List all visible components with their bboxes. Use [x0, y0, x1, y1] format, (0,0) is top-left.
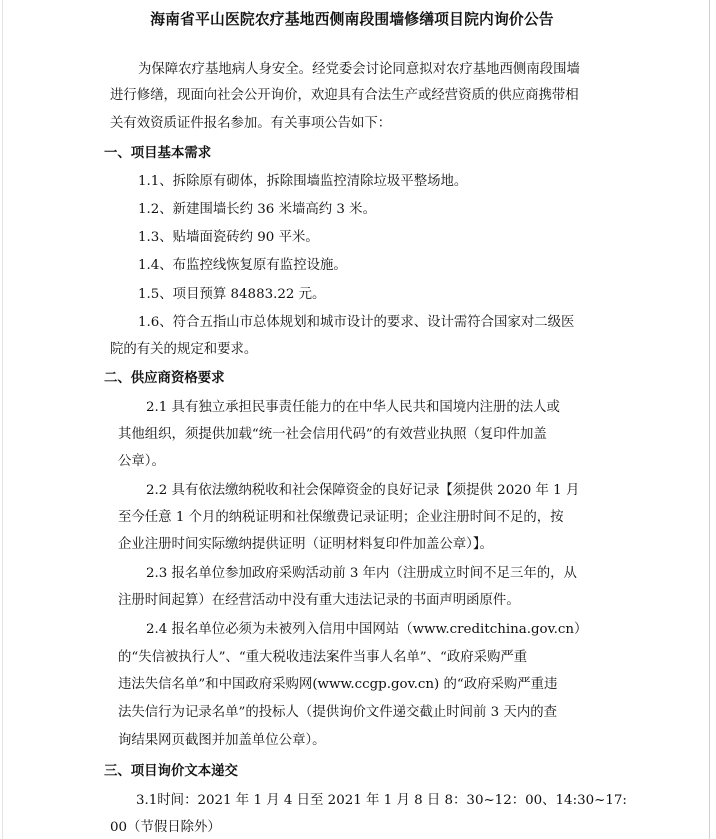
qualification-item: 其他组织，须提供加载“统一社会信用代码”的有效营业执照（复印件加盖 [118, 427, 547, 442]
submission-item: 3.1时间：2021 年 1 月 4 日至 2021 年 1 月 8 日 8：30~12：00、14:30~17: [136, 793, 627, 808]
section-heading-1: 一、项目基本需求 [104, 146, 212, 161]
qualification-item: 企业注册时间实际缴纳提供证明（证明材料复印件加盖公章）】。 [118, 537, 493, 552]
qualification-item: 2.2 具有依法缴纳税收和社会保障资金的良好记录【须提供 2020 年 1 月 [146, 483, 580, 498]
qualification-item: 2.3 报名单位参加政府采购活动前 3 年内（注册成立时间不足三年的，从 [146, 566, 577, 581]
qualification-item: 公章）。 [118, 454, 165, 469]
page-border-right [709, 0, 710, 839]
document-title: 海南省平山医院农疗基地西侧南段围墙修缮项目院内询价公告 [150, 10, 554, 28]
intro-line: 为保障农疗基地病人身安全。经党委会讨论同意拟对农疗基地西侧南段围墙 [138, 62, 580, 77]
requirement-item: 1.1、拆除原有砌体，拆除围墙监控清除垃圾平整场地。 [138, 174, 468, 189]
qualification-item: 违法失信名单”和中国政府采购网(www.ccgp.gov.cn) 的“政府采购严重违 [118, 677, 558, 692]
qualification-item: 2.4 报名单位必须为未被列入信用中国网站（www.creditchina.gov.cn） [146, 622, 588, 637]
intro-line: 进行修缮，现面向社会公开询价，欢迎具有合法生产或经营资质的供应商携带相 [110, 88, 579, 103]
section-heading-2: 二、供应商资格要求 [104, 371, 225, 386]
requirement-item: 1.3、贴墙面瓷砖约 90 平米。 [138, 230, 319, 245]
qualification-item: 至今任意 1 个月的纳税证明和社保缴费记录证明；企业注册时间不足的，按 [118, 510, 564, 525]
requirement-item: 1.2、新建围墙长约 36 米墙高约 3 米。 [138, 202, 376, 217]
section-heading-3: 三、项目询价文本递交 [104, 764, 238, 779]
qualification-item: 询结果网页截图并加盖单位公章）。 [118, 733, 326, 748]
qualification-item: 的“失信被执行人”、“重大税收违法案件当事人名单”、“政府采购严重 [118, 650, 528, 665]
requirement-item: 1.5、项目预算 84883.22 元。 [138, 287, 326, 302]
requirement-item: 1.6、符合五指山市总体规划和城市设计的要求、设计需符合国家对二级医 [138, 315, 575, 330]
qualification-item: 注册时间起算）在经营活动中没有重大违法记录的书面声明函原件。 [118, 593, 520, 608]
submission-item: 00（节假日除外） [110, 820, 221, 835]
qualification-item: 法失信行为记录名单”的投标人（提供询价文件递交截止时间前 3 天内的查 [118, 705, 557, 720]
requirement-item: 1.4、布监控线恢复原有监控设施。 [138, 258, 347, 273]
qualification-item: 2.1 具有独立承担民事责任能力的在中华人民共和国境内注册的法人或 [146, 400, 560, 415]
intro-line: 关有效资质证件报名参加。有关事项公告如下： [110, 116, 392, 131]
requirement-item: 院的有关的规定和要求。 [110, 342, 258, 357]
page-border-left [2, 0, 3, 839]
